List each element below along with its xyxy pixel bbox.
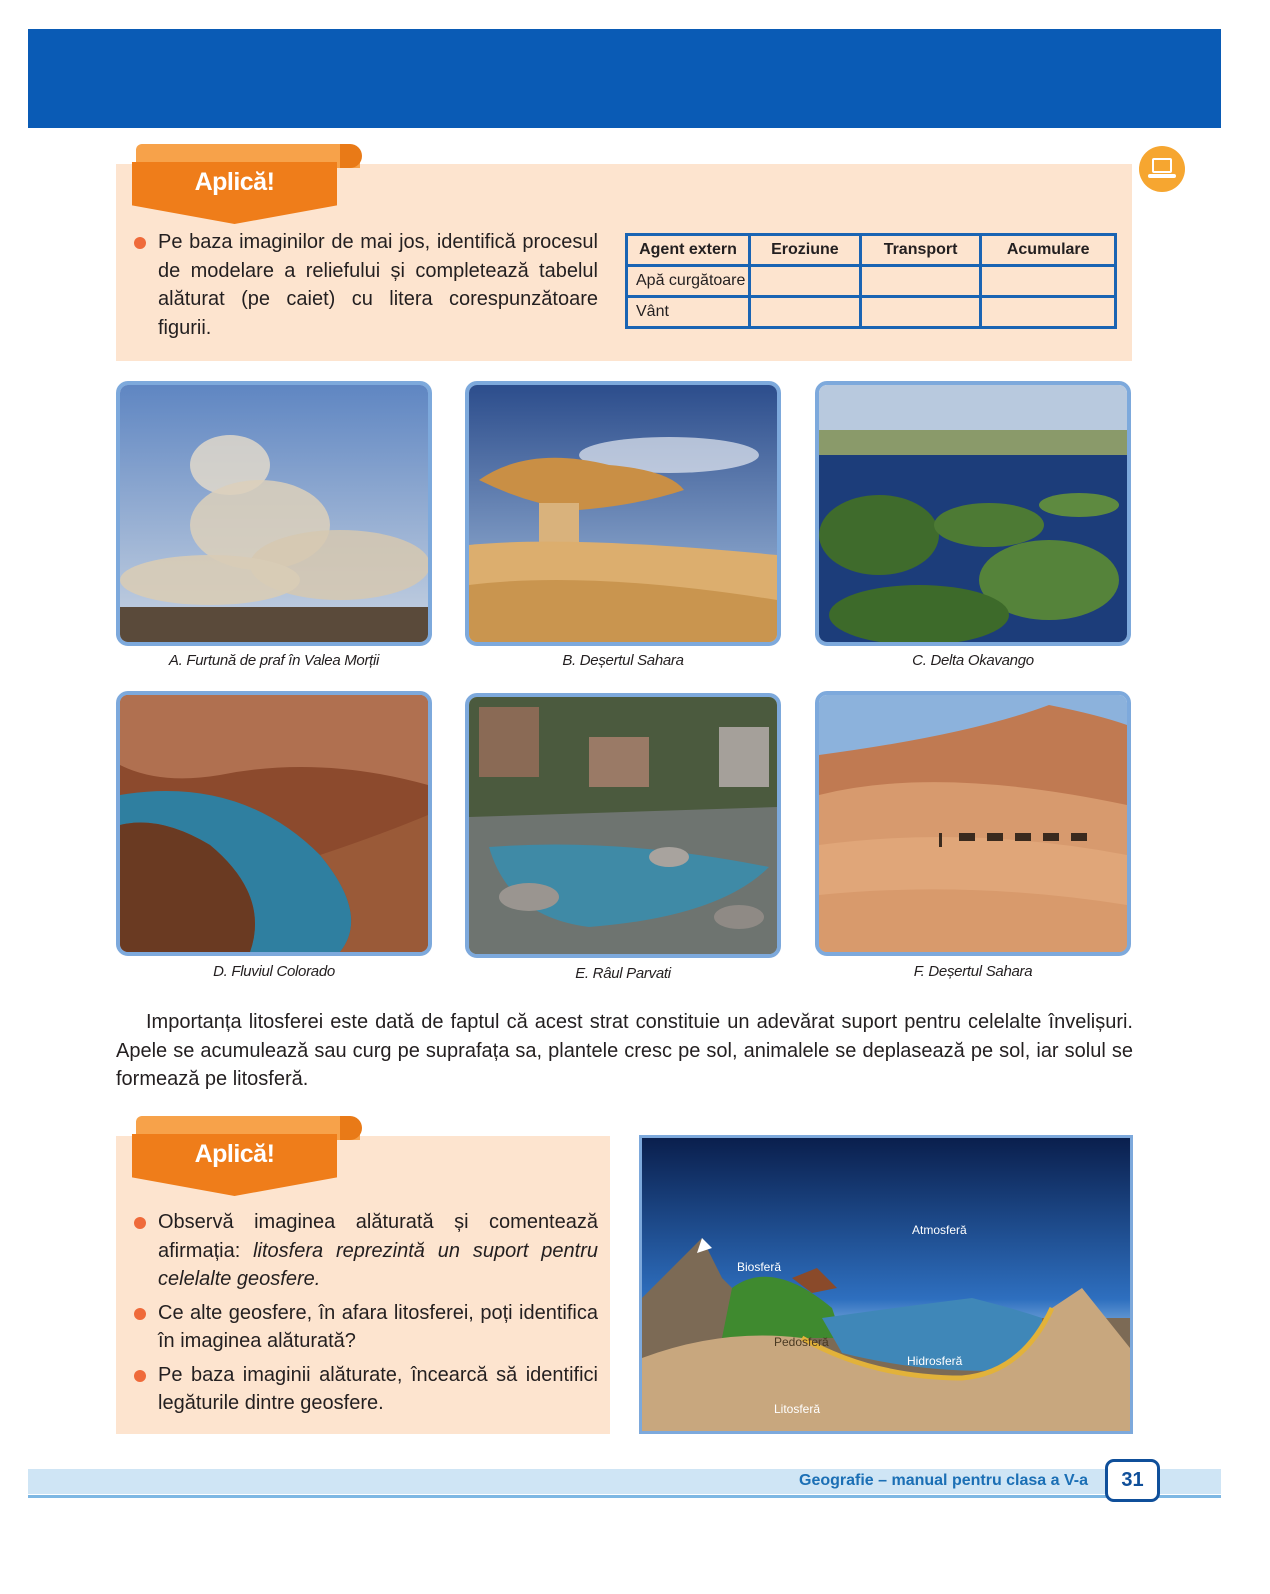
photo-caption: E. Râul Parvati (575, 965, 671, 982)
footer-line (28, 1495, 1221, 1498)
laptop-icon (1139, 146, 1185, 192)
table-row (627, 266, 1116, 297)
table-header: Acumulare (981, 235, 1116, 266)
diagram-label-biosphere: Biosferă (737, 1260, 782, 1274)
photo-caption: F. Deșertul Sahara (913, 963, 1033, 980)
photo-colorado-river (116, 691, 432, 956)
table-header: Agent extern (627, 235, 750, 266)
photo-caption: C. Delta Okavango (912, 652, 1034, 669)
photo-caption: D. Fluviul Colorado (213, 963, 335, 980)
table-cell (750, 297, 861, 328)
geospheres-diagram (639, 1135, 1133, 1434)
apply-title-1: Aplică! (194, 168, 275, 196)
table-row (627, 297, 1116, 328)
apply-bullet: Pe baza imaginii alăturate, încearcă să identifici legăturile dintre geosfere. (134, 1361, 598, 1418)
apply-bullets-1 (134, 228, 598, 342)
book-title: Geografie – manual pentru clasa a V-a (799, 1472, 1088, 1489)
table-cell (981, 297, 1116, 328)
apply-bullet (134, 1208, 598, 1294)
bullet-text: Observă imaginea alăturată și comentează afirmația: (158, 1211, 598, 1262)
photo-parvati-river (465, 693, 781, 958)
apply-ribbon-2 (132, 1116, 360, 1196)
photo-okavango-delta (815, 381, 1131, 646)
apply-bullet: Ce alte geosfere, în afara litosferei, poți identifica în imaginea alăturată? (134, 1299, 598, 1356)
header-band (28, 29, 1221, 128)
process-table (625, 233, 1117, 329)
table-header: Transport (860, 235, 981, 266)
page-number: 31 (1105, 1459, 1160, 1502)
table-cell (860, 266, 981, 297)
table-header: Eroziune (750, 235, 861, 266)
body-paragraph: Importanța litosferei este dată de faptul că acest strat constituie un adevărat suport pentru celelalte învelișuri. Apele se acumulează sau curg pe suprafața sa, plantele cresc pe sol, animalele se deplasează pe sol, iar solul se formează pe litosferă. (116, 1011, 1133, 1090)
table-row-label: Vânt (627, 297, 750, 328)
photo-sahara-rock (465, 381, 781, 646)
apply-ribbon-1 (132, 144, 360, 224)
table-cell (860, 297, 981, 328)
diagram-label-atmosphere: Atmosferă (912, 1223, 967, 1237)
table-row-label: Apă curgătoare (627, 266, 750, 297)
apply-bullets-2 (134, 1208, 598, 1423)
photo-caption: B. Deșertul Sahara (562, 652, 684, 669)
apply-title-2: Aplică! (194, 1140, 275, 1168)
bullet-italic-text: litosfera reprezintă un suport pentru celelalte geosfere. (158, 1239, 598, 1290)
diagram-label-hydrosphere: Hidrosferă (907, 1354, 963, 1368)
photo-sahara-dunes (815, 691, 1131, 956)
diagram-label-lithosphere: Litosferă (774, 1402, 821, 1416)
apply-bullet: Pe baza imaginilor de mai jos, identifică procesul de modelare a reliefului și completează tabelul alăturat (pe caiet) cu litera corespunzătoare figurii. (134, 228, 598, 342)
table-cell (750, 266, 861, 297)
photo-caption: A. Furtună de praf în Valea Morții (168, 652, 380, 669)
table-cell (981, 266, 1116, 297)
photo-dust-storm (116, 381, 432, 646)
diagram-label-pedosphere: Pedosferă (774, 1335, 829, 1349)
